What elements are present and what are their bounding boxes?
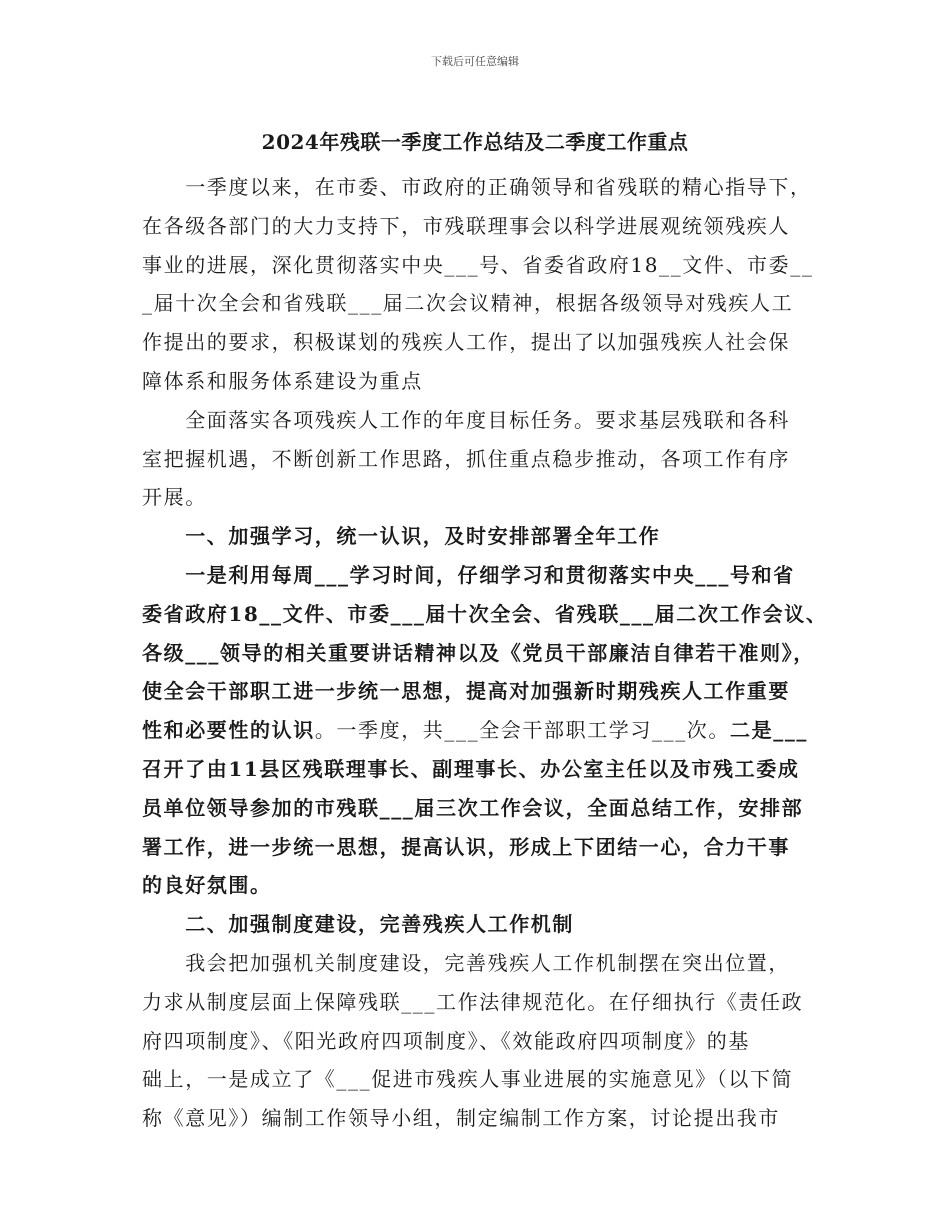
body-line: 力求从制度层面上保障残联___工作法律规范化。在仔细执行《责任政 (142, 989, 804, 1014)
body-line: 一是利用每周___学习时间，仔细学习和贯彻落实中央___号和省 (142, 563, 795, 587)
body-line: 员单位领导参加的市残联___届三次工作会议，全面总结工作，安排部 (142, 795, 804, 820)
body-line: 室把握机遇，不断创新工作思路，抓住重点稳步推动，各项工作有序 (142, 446, 790, 471)
body-line: 使全会干部职工进一步统一思想，提高对加强新时期残疾人工作重要 (142, 679, 790, 704)
document-title: 2024年残联一季度工作总结及二季度工作重点 (261, 130, 689, 154)
body-line: 一、加强学习，统一认识，及时安排部署全年工作 (142, 524, 661, 549)
body-line: _届十次全会和省残联___届二次会议精神，根据各级领导对残疾人工 (142, 291, 794, 316)
body-line: 委省政府18__文件、市委___届十次全会、省残联___届二次工作会议、 (142, 601, 828, 626)
body-line: 二、加强制度建设，完善残疾人工作机制 (142, 912, 574, 937)
body-line (142, 717, 822, 743)
body-line: 全面落实各项残疾人工作的年度目标任务。要求基层残联和各科 (142, 407, 790, 432)
body-line: 作提出的要求，积极谋划的残疾人工作，提出了以加强残疾人社会保 (142, 330, 790, 355)
body-line: 障体系和服务体系建设为重点 (142, 369, 423, 393)
text-segment: 性和必要性的认识 (142, 718, 315, 743)
body-line: 事业的进展，深化贯彻落实中央___号、省委省政府18__文件、市委__ (142, 252, 814, 277)
body-line: 的良好氛围。 (142, 873, 272, 898)
text-segment: 。一季度，共___全会干部职工学习___次。 (314, 718, 731, 743)
text-segment: 二是___ (730, 718, 809, 743)
body-line: 府四项制度》、《阳光政府四项制度》、《效能政府四项制度》的基 (142, 1028, 750, 1053)
body-line: 开展。 (142, 485, 207, 510)
body-line: 召开了由11县区残联理事长、副理事长、办公室主任以及市残工委成 (142, 757, 800, 781)
body-line: 一季度以来，在市委、市政府的正确领导和省残联的精心指导下， (142, 175, 812, 199)
body-line: 我会把加强机关制度建设，完善残疾人工作机制摆在突出位置， (142, 951, 790, 975)
body-line: 础上，一是成立了《___促进市残疾人事业进展的实施意见》（以下简 (142, 1067, 794, 1092)
body-line: 在各级各部门的大力支持下，市残联理事会以科学进展观统领残疾人 (142, 213, 790, 238)
body-line: 称《意见》）编制工作领导小组，制定编制工作方案，讨论提出我市 (142, 1106, 780, 1131)
body-line: 署工作，进一步统一思想，提高认识，形成上下团结一心，合力干事 (142, 834, 790, 859)
page-header: 下载后可任意编辑 (431, 55, 519, 68)
body-line: 各级___领导的相关重要讲话精神以及《党员干部廉洁自律若干准则》， (142, 640, 815, 665)
